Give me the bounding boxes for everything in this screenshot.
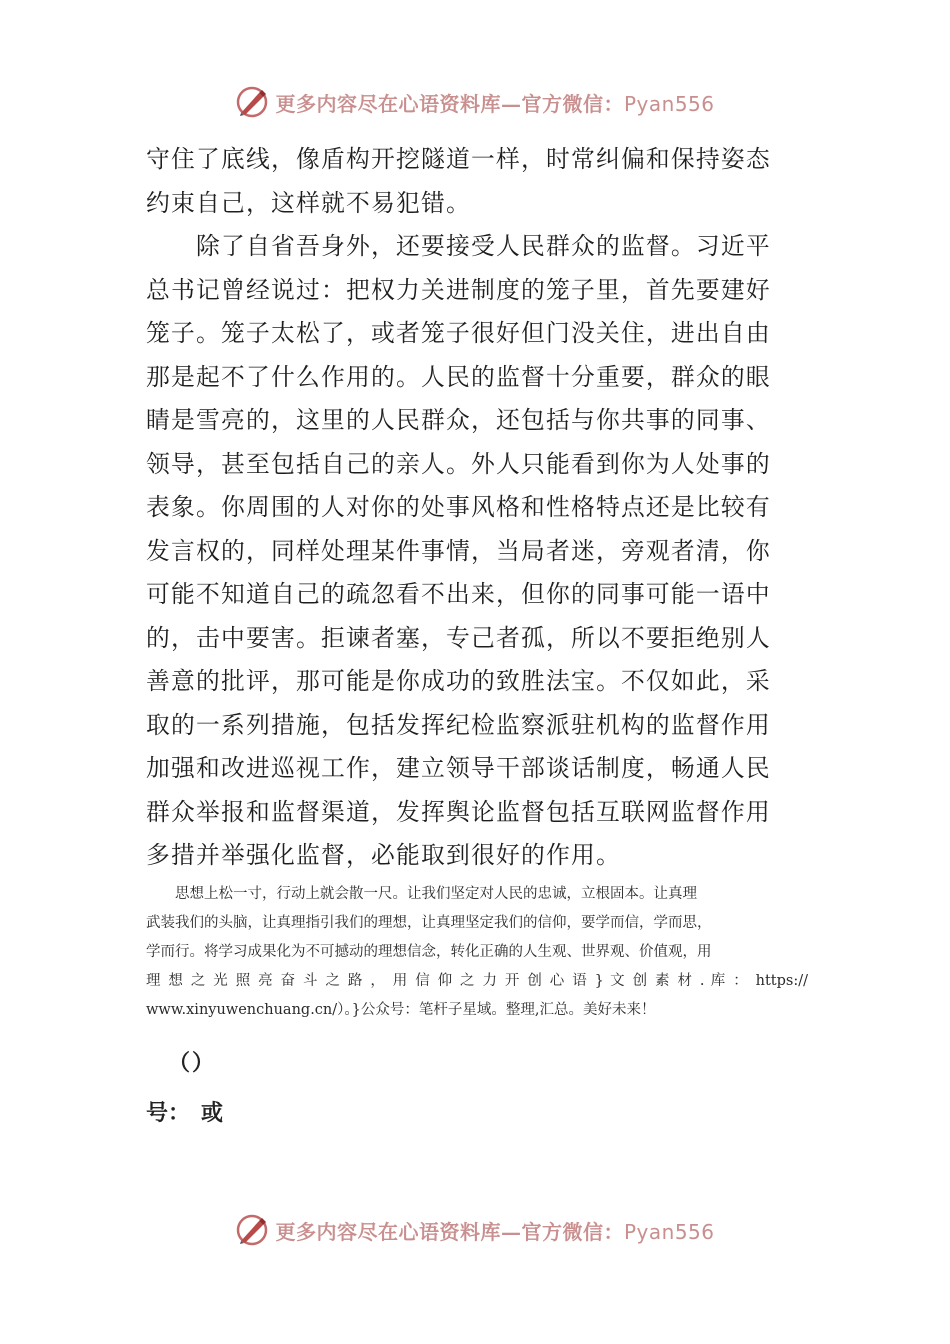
body-line: 的，击中要害。拒谏者塞，专己者孤，所以不要拒绝别人 — [146, 623, 771, 652]
body-line: 发言权的，同样处理某件事情，当局者迷，旁观者清，你 — [146, 536, 771, 565]
small-line: 理 想 之 光 照 亮 奋 斗 之 路 ， 用 信 仰 之 力 开 创 心 语 } 文 创 素 材 . 库 ： https:// — [146, 973, 808, 989]
footer-banner — [0, 1210, 950, 1250]
small-line: 武装我们的头脑，让真理指引我们的理想，让真理坚定我们的信仰，要学而信，学而思， — [146, 915, 712, 931]
body-line: 可能不知道自己的疏忽看不出来，但你的同事可能一语中 — [146, 580, 771, 608]
body-line: 守住了底线，像盾构开挖隧道一样，时常纠偏和保持姿态 — [146, 145, 771, 173]
small-line: 思想上松一寸，行动上就会散一尺。让我们坚定对人民的忠诚，立根固本。让真理 — [146, 886, 697, 902]
body-line: 那是起不了什么作用的。人民的监督十分重要，群众的眼 — [146, 362, 771, 391]
pen-logo-icon — [235, 1213, 269, 1247]
header-banner — [0, 82, 950, 122]
number-label: 号： 或 — [146, 1100, 224, 1126]
pen-logo-icon — [235, 85, 269, 119]
small-line: www.xinyuwenchuang.cn/）。}公众号：笔杆子星域。整理,汇总。美好未来！ — [146, 1002, 656, 1018]
body-line: 领导，甚至包括自己的亲人。外人只能看到你为人处事的 — [146, 449, 771, 478]
body-line: 总书记曾经说过：把权力关进制度的笼子里，首先要建好 — [146, 275, 771, 304]
header-wechat-id: Pyan556 — [623, 91, 715, 116]
body-line: 约束自己，这样就不易犯错。 — [146, 188, 471, 217]
small-paragraph — [146, 880, 808, 1025]
body-paragraphs — [146, 138, 806, 878]
body-line: 笼子。笼子太松了，或者笼子很好但门没关住，进出自由 — [146, 319, 771, 347]
body-line: 睛是雪亮的，这里的人民群众，还包括与你共事的同事、 — [146, 406, 771, 434]
body-line: 取的一系列措施，包括发挥纪检监察派驻机构的监督作用 — [146, 710, 771, 739]
footer-banner-text: 更多内容尽在心语资料库—官方微信：Pyan556 — [275, 1219, 715, 1244]
body-line: 除了自省吾身外，还要接受人民群众的监督。习近平 — [146, 232, 771, 260]
body-line: 善意的批评，那可能是你成功的致胜法宝。不仅如此，采 — [146, 667, 771, 695]
small-line: 学而行。将学习成果化为不可撼动的理想信念，转化正确的人生观、世界观、价值观，用 — [146, 944, 712, 960]
empty-parentheses: （） — [168, 1050, 217, 1076]
header-banner-text: 更多内容尽在心语资料库—官方微信：Pyan556 — [275, 91, 715, 116]
footer-wechat-id: Pyan556 — [623, 1219, 715, 1244]
body-line: 表象。你周围的人对你的处事风格和性格特点还是比较有 — [146, 493, 771, 521]
body-line: 多措并举强化监督，必能取到很好的作用。 — [146, 841, 621, 869]
body-line: 加强和改进巡视工作，建立领导干部谈话制度，畅通人民 — [146, 754, 771, 782]
body-line: 群众举报和监督渠道，发挥舆论监督包括互联网监督作用 — [146, 797, 771, 826]
